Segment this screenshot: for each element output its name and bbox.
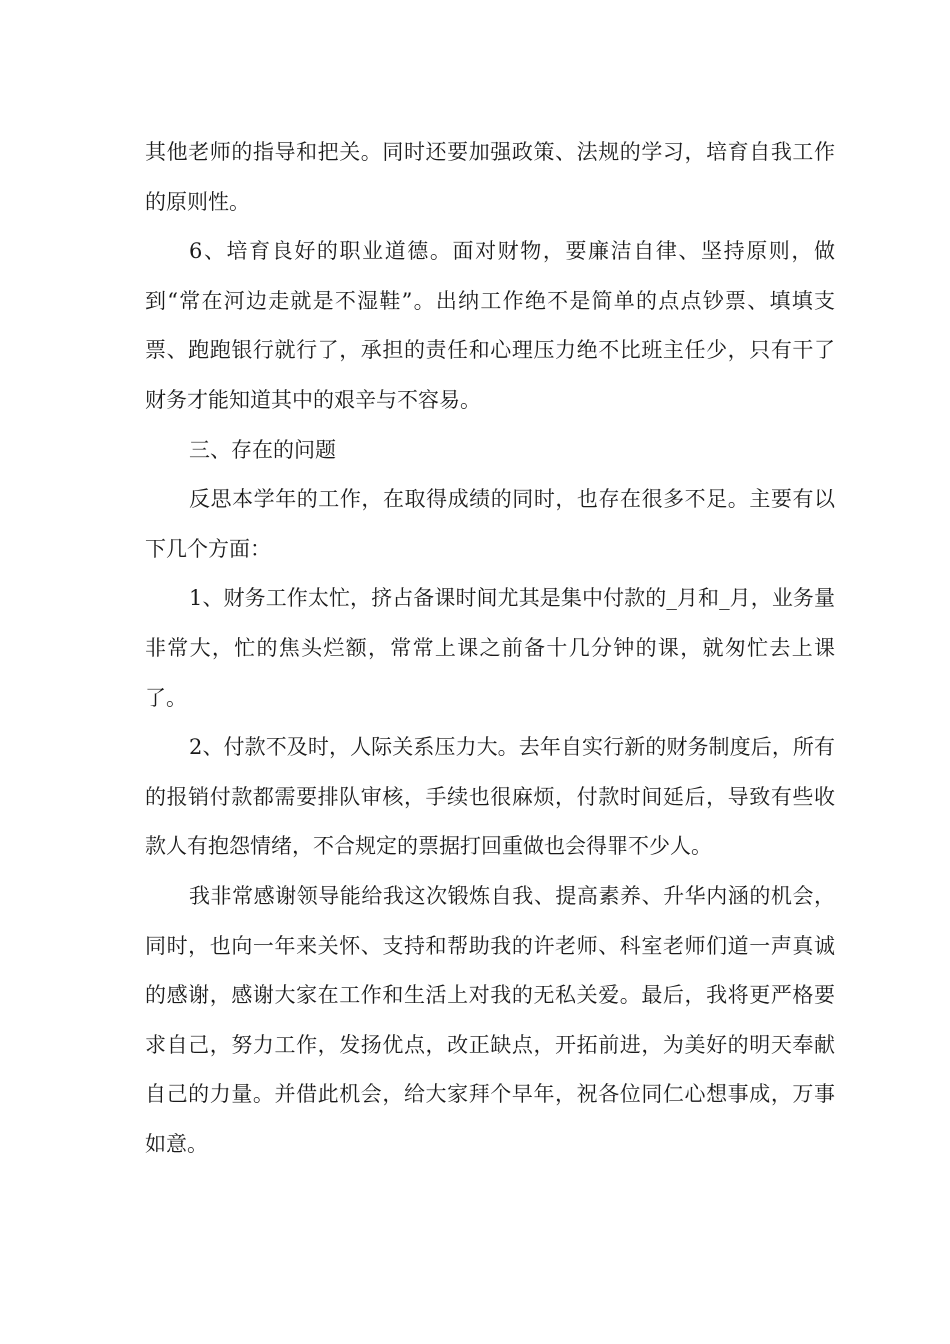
document-body: [145, 128, 835, 1169]
paragraph-thanks: 我非常感谢领导能给我这次锻炼自我、提高素养、升华内涵的机会，同时，也向一年来关怀、支持和帮助我的许老师、科室老师们道一声真诚的感谢，感谢大家在工作和生活上对我的无私关爱。最后，我将更严格要求自己，努力工作，发扬优点，改正缺点，开拓前进，为美好的明天奉献自己的力量。并借此机会，给大家拜个早年，祝各位同仁心想事成，万事如意。: [145, 883, 835, 1156]
paragraph-continuation: 其他老师的指导和把关。同时还要加强政策、法规的学习，培育自我工作的原则性。: [145, 140, 835, 214]
paragraph-problem-1: 1、财务工作太忙，挤占备课时间尤其是集中付款的_月和_月，业务量非常大，忙的焦头烂额，常常上课之前备十几分钟的课，就匆忙去上课了。: [145, 586, 835, 710]
paragraph-reflection: 反思本学年的工作，在取得成绩的同时，也存在很多不足。主要有以下几个方面：: [145, 487, 835, 561]
paragraph-professional-ethics: 6、培育良好的职业道德。面对财物，要廉洁自律、坚持原则，做到“常在河边走就是不湿鞋”。出纳工作绝不是简单的点点钞票、填填支票、跑跑银行就行了，承担的责任和心理压力绝不比班主任少，只有干了财务才能知道其中的艰辛与不容易。: [145, 239, 835, 412]
section-heading-problems: 三、存在的问题: [189, 437, 336, 462]
paragraph-problem-2: 2、付款不及时，人际关系压力大。去年自实行新的财务制度后，所有的报销付款都需要排队审核，手续也很麻烦，付款时间延后，导致有些收款人有抱怨情绪，不合规定的票据打回重做也会得罪不少人。: [145, 735, 835, 859]
